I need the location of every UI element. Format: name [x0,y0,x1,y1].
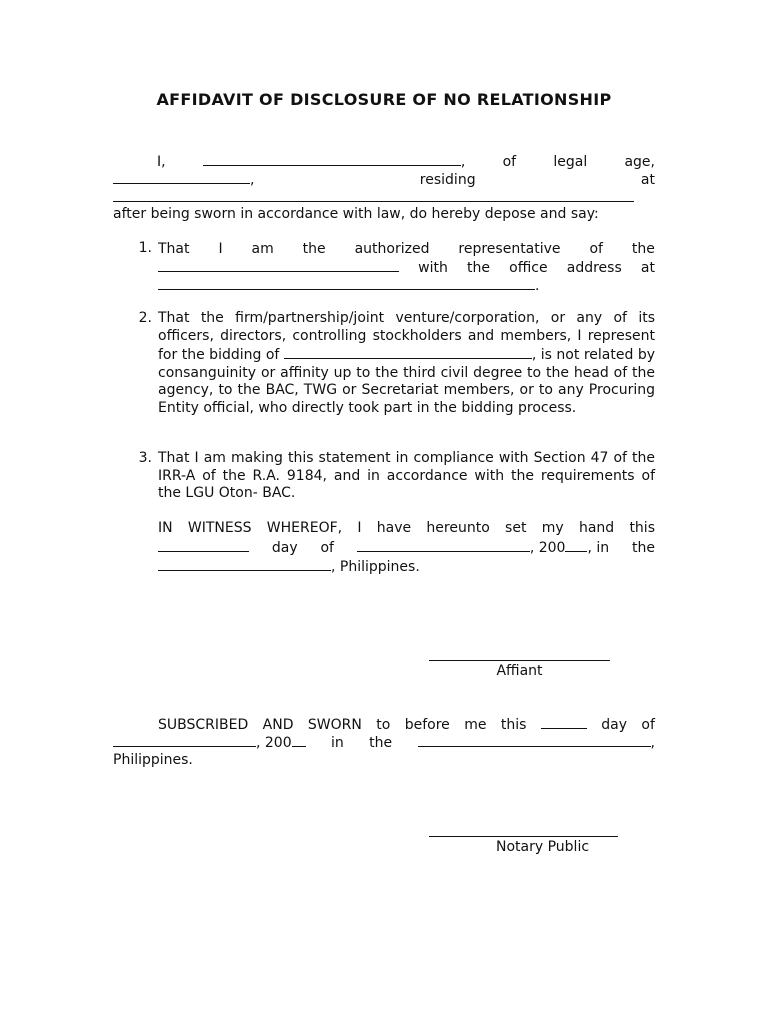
item-1-word: with [418,260,448,276]
intro-residing: residing [419,172,476,188]
witness-day: day [271,539,298,556]
item-3-paragraph: That I am making this statement in compliance with Section 47 of the IRR-A of the R.A. 9184, and in accordance with the requirements of the LGU Oton- BAC. [158,450,655,502]
subscribed-place: , [418,733,655,752]
intro-line-1 [157,152,655,170]
item-1-word: of [589,241,603,257]
subscribed-word: before [404,717,450,733]
item-1-line-1 [158,240,655,258]
item-1-word: the [302,241,326,257]
item-3-number: 3. [138,450,152,466]
subscribed-place-field[interactable] [418,733,651,747]
witness-line-1: IN WITNESS WHEREOF, I have hereunto set my hand this [158,520,655,536]
item-1-word: am [251,241,274,257]
intro-of: of [502,154,517,170]
intro-age: age, [624,154,655,170]
witness-paragraph [158,520,655,577]
subscribed-word: SWORN [307,717,362,733]
witness-of: of [320,539,334,556]
witness-place-field[interactable] [158,557,331,571]
item-1-word: authorized [354,241,430,257]
witness-philippines: , Philippines. [331,559,420,576]
subscribed-word: me [464,717,487,733]
intro-address-field[interactable] [113,188,634,206]
subscribed-in: in [331,735,344,751]
witness-the: the [632,539,655,556]
item-1-word: the [467,260,490,276]
subscribed-word: this [500,717,527,733]
item-1-line-2 [158,258,655,276]
item-1-number: 1. [138,240,152,256]
item-1-word: representative [458,241,561,257]
witness-year-field[interactable] [565,538,587,552]
subscribed-month-field[interactable] [113,733,256,747]
item-1-address-field[interactable]: . [158,276,539,294]
intro-at: at [640,172,655,188]
item-1-word: office [509,260,548,276]
intro-legal: legal [553,154,588,170]
subscribed-of: of [641,717,655,733]
witness-line-2 [158,538,655,558]
item-1-word: I [218,241,223,257]
intro-name-field[interactable]: , [203,152,465,171]
notary-label: Notary Public [496,839,590,855]
subscribed-year-field[interactable] [292,733,306,747]
intro-line-2 [113,170,655,188]
item-2-number: 2. [138,310,152,326]
item-1-word: at [640,260,655,276]
item-1-company-field[interactable] [158,258,399,272]
witness-line-3 [158,557,655,577]
witness-day-field[interactable] [158,538,249,552]
subscribed-line-2 [113,733,655,751]
notary-signature-line[interactable] [429,836,618,837]
subscribed-philippines: Philippines. [113,752,193,768]
intro-i: I, [157,154,166,170]
item-1-word: address [566,260,622,276]
item-2-text: That the firm/partnership/joint venture/corporation, or any of its officers, directors, controlling stockholders and members, I represent for the bidding of [158,310,655,364]
document-title: AFFIDAVIT OF DISCLOSURE OF NO RELATIONSHIP [156,90,612,109]
item-1-word: the [631,241,655,257]
witness-month-year: , 200 , in [357,538,609,558]
subscribed-day: day [601,717,627,733]
affiant-label: Affiant [496,663,543,679]
subscribed-the: the [369,735,393,751]
subscribed-word: to [376,717,391,733]
item-2-text-cont: , is not related by consanguinity or affinity up to the third civil degree to the head of the agency, to the BAC, TWG or Secretariat members, or to any Procuring Entity official, who directly took part in the bidding process. [158,347,655,416]
intro-citizenship-field[interactable]: , [113,170,254,189]
item-2-bidding-field[interactable] [284,345,532,359]
intro-sworn-text: after being sworn in accordance with law, do hereby depose and say: [113,206,599,222]
witness-month-field[interactable] [357,538,530,552]
subscribed-month-year: , 200 [113,733,306,752]
subscribed-line-1 [158,715,655,733]
subscribed-word: SUBSCRIBED [158,717,249,733]
item-2-paragraph [158,310,655,418]
affiant-signature-line[interactable] [429,660,610,661]
subscribed-day-field[interactable] [541,715,587,729]
item-1-word: That [158,241,190,257]
subscribed-word: AND [262,717,294,733]
